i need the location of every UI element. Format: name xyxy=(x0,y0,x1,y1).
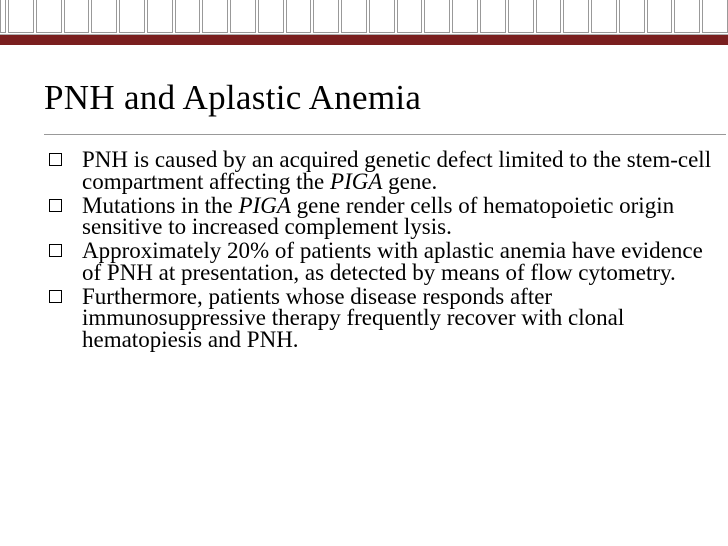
decorative-square xyxy=(147,0,173,33)
gene-name: PIGA xyxy=(238,192,291,218)
bullet-text: Mutations in the PIGA gene render cells of hematopoietic origin sensitive to increased complement lysis. xyxy=(82,192,675,240)
decorative-square xyxy=(619,0,645,33)
decorative-square xyxy=(591,0,617,33)
decorative-square xyxy=(369,0,395,33)
bullet-item xyxy=(46,240,716,283)
decorative-square xyxy=(202,0,228,33)
title-underline xyxy=(44,134,726,135)
decorative-square xyxy=(36,0,62,33)
gene-name: PIGA xyxy=(330,168,383,194)
bullet-item xyxy=(46,283,716,352)
decorative-square xyxy=(341,0,367,33)
decorative-square xyxy=(258,0,284,33)
hollow-square-bullet-icon xyxy=(49,199,62,212)
decorative-square xyxy=(313,0,339,33)
bullet-text: PNH is caused by an acquired genetic defect limited to the stem-cell compartment affecting the PIGA gene. xyxy=(82,147,712,194)
hollow-square-bullet-icon xyxy=(49,290,62,303)
bullet-item xyxy=(46,149,716,192)
bullet-item xyxy=(46,192,716,240)
decorative-square xyxy=(508,0,534,33)
accent-bar xyxy=(0,35,728,45)
decorative-square xyxy=(397,0,423,33)
decorative-square xyxy=(647,0,673,33)
decorative-square xyxy=(536,0,562,33)
decorative-square xyxy=(702,0,728,33)
decorative-square xyxy=(0,0,6,33)
decorative-square xyxy=(563,0,589,33)
square-pattern xyxy=(0,0,728,34)
bullet-text: Furthermore, patients whose disease responds after immunosuppressive therapy frequently recover with clonal hematopiesis and PNH. xyxy=(82,283,625,352)
decorative-square xyxy=(230,0,256,33)
decorative-square xyxy=(424,0,450,33)
hollow-square-bullet-icon xyxy=(49,244,62,257)
bullet-text: Approximately 20% of patients with aplastic anemia have evidence of PNH at presentation, as detected by means of flow cytometry. xyxy=(82,238,703,285)
decorative-square xyxy=(91,0,117,33)
decorative-square xyxy=(286,0,312,33)
header-band xyxy=(0,0,728,46)
decorative-square xyxy=(8,0,34,33)
decorative-square xyxy=(175,0,201,33)
bullet-list xyxy=(46,149,716,353)
decorative-square xyxy=(452,0,478,33)
decorative-square-strip xyxy=(0,0,728,34)
hollow-square-bullet-icon xyxy=(49,153,62,166)
decorative-square xyxy=(119,0,145,33)
decorative-square xyxy=(480,0,506,33)
slide-title: PNH and Aplastic Anemia xyxy=(44,78,422,117)
decorative-square xyxy=(64,0,90,33)
decorative-square xyxy=(674,0,700,33)
